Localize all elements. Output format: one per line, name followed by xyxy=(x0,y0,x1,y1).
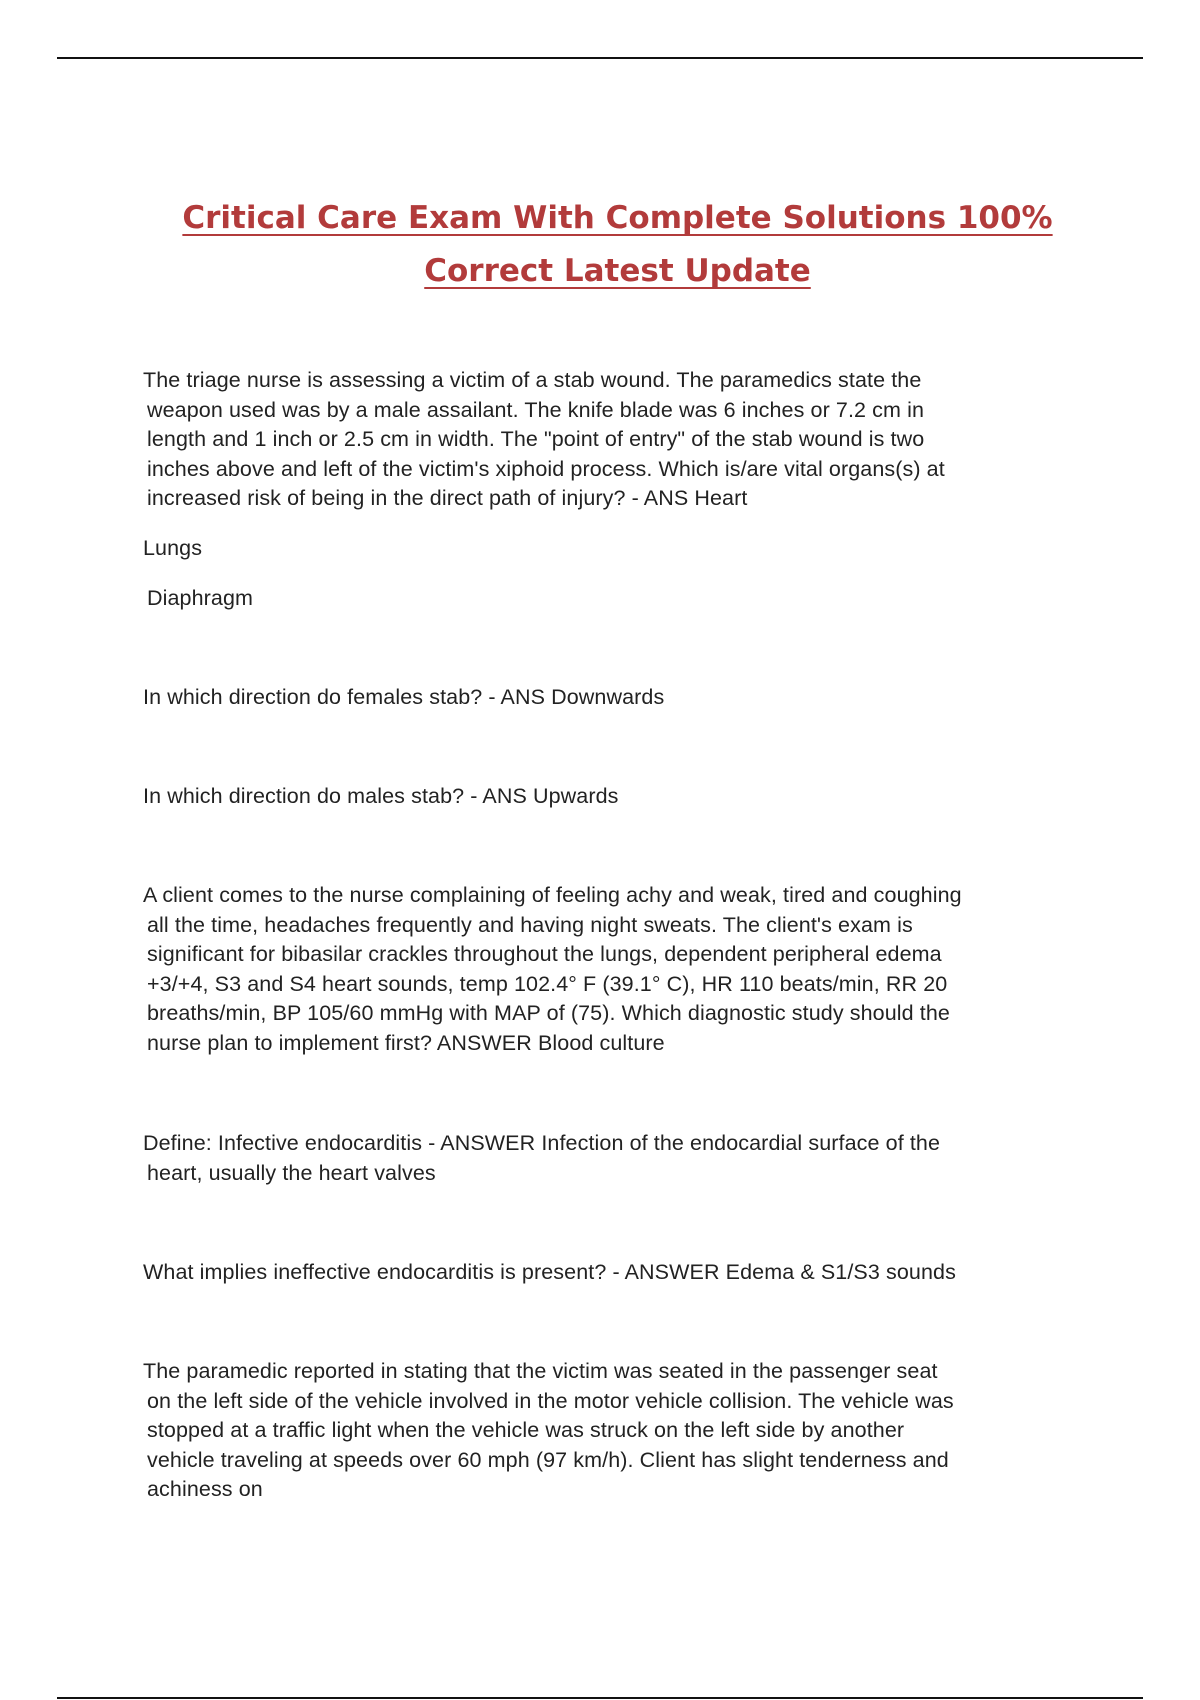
answer-diaphragm: Diaphragm xyxy=(147,586,254,610)
text-line: +3/+4, S3 and S4 heart sounds, temp 102.4° F (39.1° C), HR 110 beats/min, RR 20 xyxy=(147,971,948,996)
text-line: nurse plan to implement first? ANSWER Blood culture xyxy=(147,1030,665,1055)
text-line: weapon used was by a male assailant. The knife blade was 6 inches or 7.2 cm in xyxy=(147,397,925,422)
text-line: achiness on xyxy=(147,1477,263,1501)
question-endocarditis-signs: What implies ineffective endocarditis is present? - ANSWER Edema & S1/S3 sounds xyxy=(143,1260,956,1284)
text-line: increased risk of being in the direct path of injury? - ANS Heart xyxy=(147,486,748,510)
text-line: all the time, headaches frequently and having night sweats. The client's exam is xyxy=(147,912,913,937)
top-rule xyxy=(57,57,1143,59)
question-infective-endocarditis xyxy=(143,1129,1093,1188)
text-line: significant for bibasilar crackles throughout the lungs, dependent peripheral edema xyxy=(147,942,942,966)
document-title xyxy=(100,192,1135,298)
text-line: Define: Infective endocarditis - ANSWER Infection of the endocardial surface of the xyxy=(143,1131,941,1155)
text-line: stopped at a traffic light when the vehicle was struck on the left side by another xyxy=(147,1418,905,1442)
text-line: inches above and left of the victim's xiphoid process. Which is/are vital organs(s) at xyxy=(147,456,945,481)
question-client-symptoms xyxy=(143,881,1093,1058)
text-line: vehicle traveling at speeds over 60 mph (97 km/h). Client has slight tenderness and xyxy=(147,1447,949,1472)
question-female-stab: In which direction do females stab? - ANS Downwards xyxy=(143,685,665,709)
answer-lungs: Lungs xyxy=(143,536,203,560)
text-line: A client comes to the nurse complaining of feeling achy and weak, tired and coughing xyxy=(143,883,962,907)
question-stab-wound xyxy=(143,366,1093,514)
text-line: The triage nurse is assessing a victim of a stab wound. The paramedics state the xyxy=(143,368,922,392)
title-line-1: Critical Care Exam With Complete Solutions 100% xyxy=(182,200,1053,236)
question-vehicle-collision xyxy=(143,1357,1093,1505)
bottom-rule xyxy=(57,1697,1143,1699)
title-line-2: Correct Latest Update xyxy=(424,253,811,289)
text-line: breaths/min, BP 105/60 mmHg with MAP of (75). Which diagnostic study should the xyxy=(147,1001,950,1025)
question-male-stab: In which direction do males stab? - ANS Upwards xyxy=(143,784,619,808)
text-line: The paramedic reported in stating that the victim was seated in the passenger seat xyxy=(143,1359,938,1383)
text-line: heart, usually the heart valves xyxy=(147,1160,436,1185)
text-line: on the left side of the vehicle involved in the motor vehicle collision. The vehicle was xyxy=(147,1388,954,1413)
text-line: length and 1 inch or 2.5 cm in width. The "point of entry" of the stab wound is two xyxy=(147,427,925,451)
